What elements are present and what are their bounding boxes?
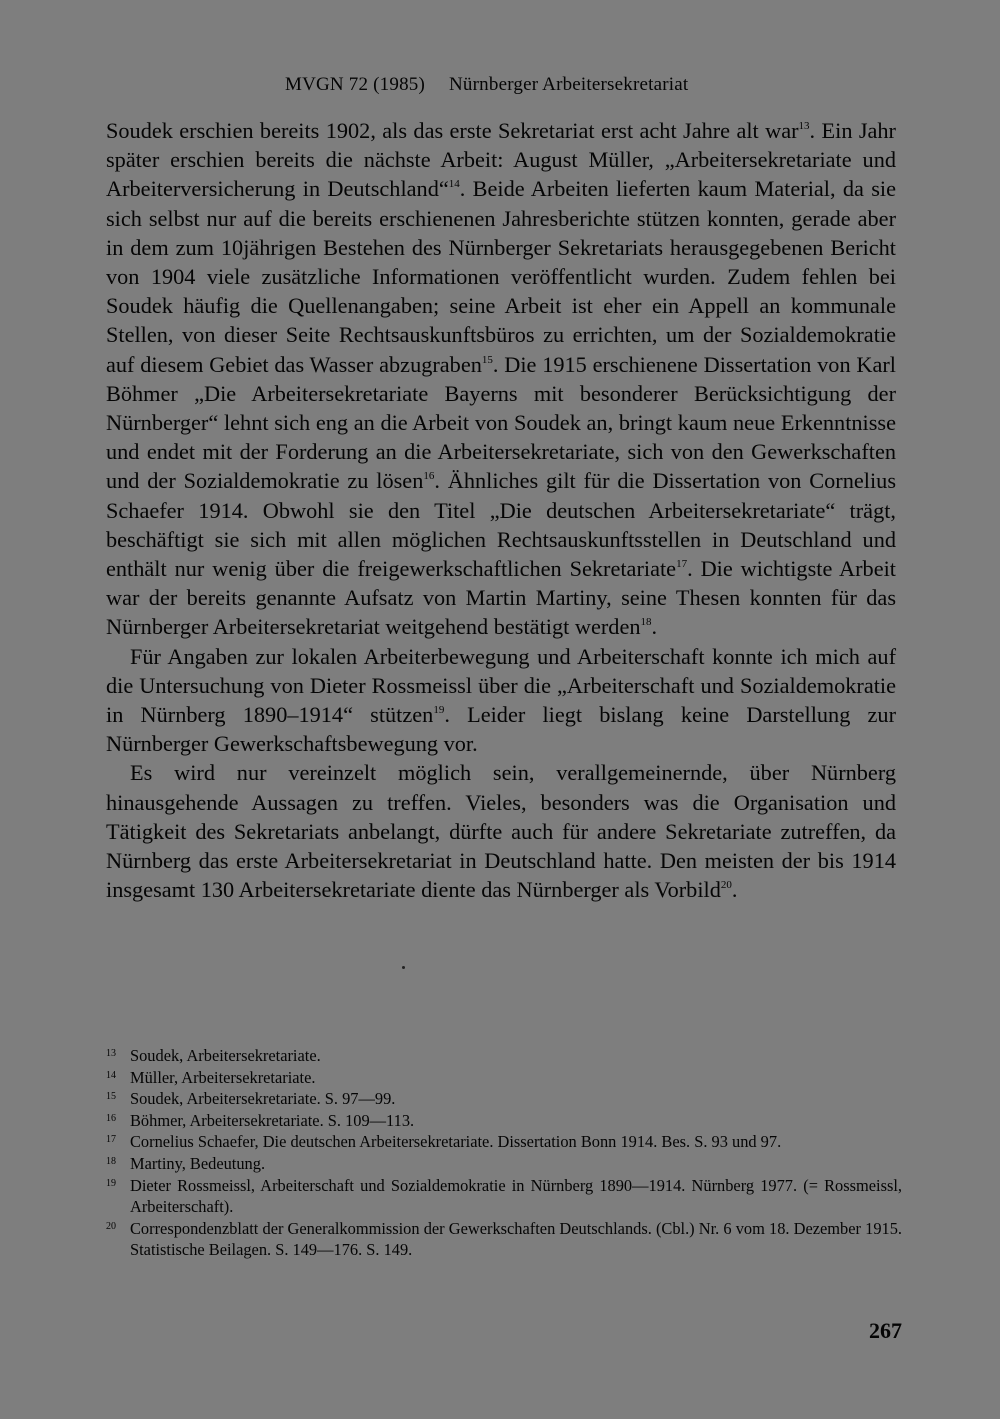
- footnote: [106, 1110, 902, 1132]
- footnotes: [106, 1045, 902, 1261]
- footnote-number: 16: [106, 1112, 116, 1124]
- footnote-number: 17: [106, 1134, 116, 1146]
- paragraph-text: . Ein Jahr später erschien bereits die nächste Arbeit: August Müller, „Arbeitersekretariate und Arbeiterversicherung in Deutschland“: [106, 118, 896, 202]
- footnote-reference: 15: [481, 353, 493, 366]
- paragraph: [106, 758, 896, 904]
- footnote-text: Martiny, Bedeutung.: [130, 1153, 266, 1173]
- paragraph-text: Soudek erschien bereits 1902, als das erste Sekretariat erst acht Jahre alt war: [106, 118, 799, 143]
- footnote-number: 14: [106, 1069, 116, 1081]
- footnote-text: Dieter Rossmeissl, Arbeiterschaft und Sozialdemokratie in Nürnberg 1890—1914. Nürnberg 1977. (= Rossmeissl, Arbeiterschaft).: [130, 1175, 902, 1217]
- footnote-reference: 18: [640, 616, 652, 629]
- footnote-text: Böhmer, Arbeitersekretariate. S. 109—113.: [130, 1110, 415, 1130]
- paragraph-text: . Beide Arbeiten lieferten kaum Material, da sie sich selbst nur auf die bereits erschienenen Jahresberichte stützen konnten, gerade aber in dem zum 10jährigen Bestehen des Nürnberger Sekretariats herausgegebenen Bericht von 1904 viele zusätzliche Informationen veröffentlicht wurden. Zudem fehlen bei Soudek häufig die Quellenangaben; seine Arbeit ist eher ein Appell an kommunale Stellen, von dieser Seite Rechtsauskunftsbüros zu errichten, um der Sozialdemokratie auf diesem Gebiet das Wasser abzugraben: [106, 176, 896, 377]
- journal-reference: MVGN 72 (1985): [285, 74, 426, 95]
- paragraph-text: .: [731, 877, 738, 903]
- footnote: [106, 1088, 902, 1110]
- footnote-number: 13: [106, 1048, 116, 1059]
- footnote-reference: 19: [433, 704, 445, 717]
- body-text: [106, 116, 896, 904]
- footnote-text: Soudek, Arbeitersekretariate.: [130, 1046, 321, 1065]
- footnote-number: 19: [106, 1177, 116, 1189]
- footnote-text: Müller, Arbeitersekretariate.: [130, 1067, 316, 1087]
- paragraph-text: . Die wichtigste Arbeit war der bereits genannte Aufsatz von Martin Martiny, seine Thesen konnten für das Nürnberger Arbeitersekretariat weitgehend bestätigt werden: [106, 556, 896, 640]
- running-header: [285, 74, 688, 96]
- footnote: [106, 1218, 902, 1261]
- page-number: 267: [869, 1318, 902, 1343]
- print-speck: [402, 966, 405, 969]
- paragraph: [106, 116, 896, 642]
- paragraph: [106, 642, 896, 759]
- paragraph-text: Es wird nur vereinzelt möglich sein, verallgemeinernde, über Nürnberg hinausgehende Aussagen zu treffen. Vieles, besonders was die Organisation und Tätigkeit des Sekretariats anbelangt, dürfte auch für andere Sekretariate zutreffen, da Nürnberg das erste Arbeitersekretariat in Deutschland hatte. Den meisten der bis 1914 insgesamt 130 Arbeitersekretariate diente das Nürnberger als Vorbild: [106, 760, 896, 903]
- footnote-text: Correspondenzblatt der Generalkommission der Gewerkschaften Deutschlands. (Cbl.) Nr. 6 vom 18. Dezember 1915. Statistische Beilagen. S. 149—176. S. 149.: [130, 1218, 902, 1260]
- footnote-reference: 20: [720, 879, 732, 892]
- footnote: [106, 1045, 902, 1067]
- paragraph-text: . Die 1915 erschienene Dissertation von Karl Böhmer „Die Arbeitersekretariate Bayerns mit besonderer Berücksichtigung der Nürnberger“ lehnt sich eng an die Arbeit von Soudek an, bringt kaum neue Erkenntnisse und endet mit der Forderung an die Arbeitersekretariate, sich von den Gewerkschaften und der Sozialdemokratie zu lösen: [106, 351, 896, 494]
- footnote: [106, 1131, 902, 1153]
- article-title: Nürnberger Arbeitersekretariat: [449, 74, 689, 95]
- footnote: [106, 1153, 902, 1175]
- paragraph-text: . Ähnliches gilt für die Dissertation von Cornelius Schaefer 1914. Obwohl sie den Titel „Die deutschen Arbeitersekretariate“ trägt, beschäftigt sie sich mit allen möglichen Rechtsauskunftsstellen in Deutschland und enthält nur wenig über die freigewerkschaftlichen Sekretariate: [106, 468, 896, 582]
- footnote-reference: 17: [676, 558, 688, 571]
- footnote: [106, 1175, 902, 1218]
- footnote-number: 15: [106, 1091, 116, 1103]
- footnote-text: Soudek, Arbeitersekretariate. S. 97—99.: [130, 1089, 396, 1109]
- footnote-reference: 16: [423, 470, 435, 483]
- footnote-reference: 14: [448, 178, 460, 191]
- paragraph-text: . Leider liegt bislang keine Darstellung zur Nürnberger Gewerkschaftsbewegung vor.: [106, 702, 896, 757]
- footnote: [106, 1067, 902, 1089]
- footnote-reference: 13: [798, 120, 810, 132]
- paragraph-text: .: [651, 614, 658, 640]
- footnote-number: 18: [106, 1155, 116, 1167]
- paragraph-text: Für Angaben zur lokalen Arbeiterbewegung und Arbeiterschaft konnte ich mich auf die Untersuchung von Dieter Rossmeissl über die „Arbeiterschaft und Sozialdemokratie in Nürnberg 1890–1914“ stützen: [106, 643, 896, 728]
- footnote-text: Cornelius Schaefer, Die deutschen Arbeitersekretariate. Dissertation Bonn 1914. Bes. S. 93 und 97.: [130, 1132, 782, 1152]
- footnote-number: 20: [106, 1220, 116, 1232]
